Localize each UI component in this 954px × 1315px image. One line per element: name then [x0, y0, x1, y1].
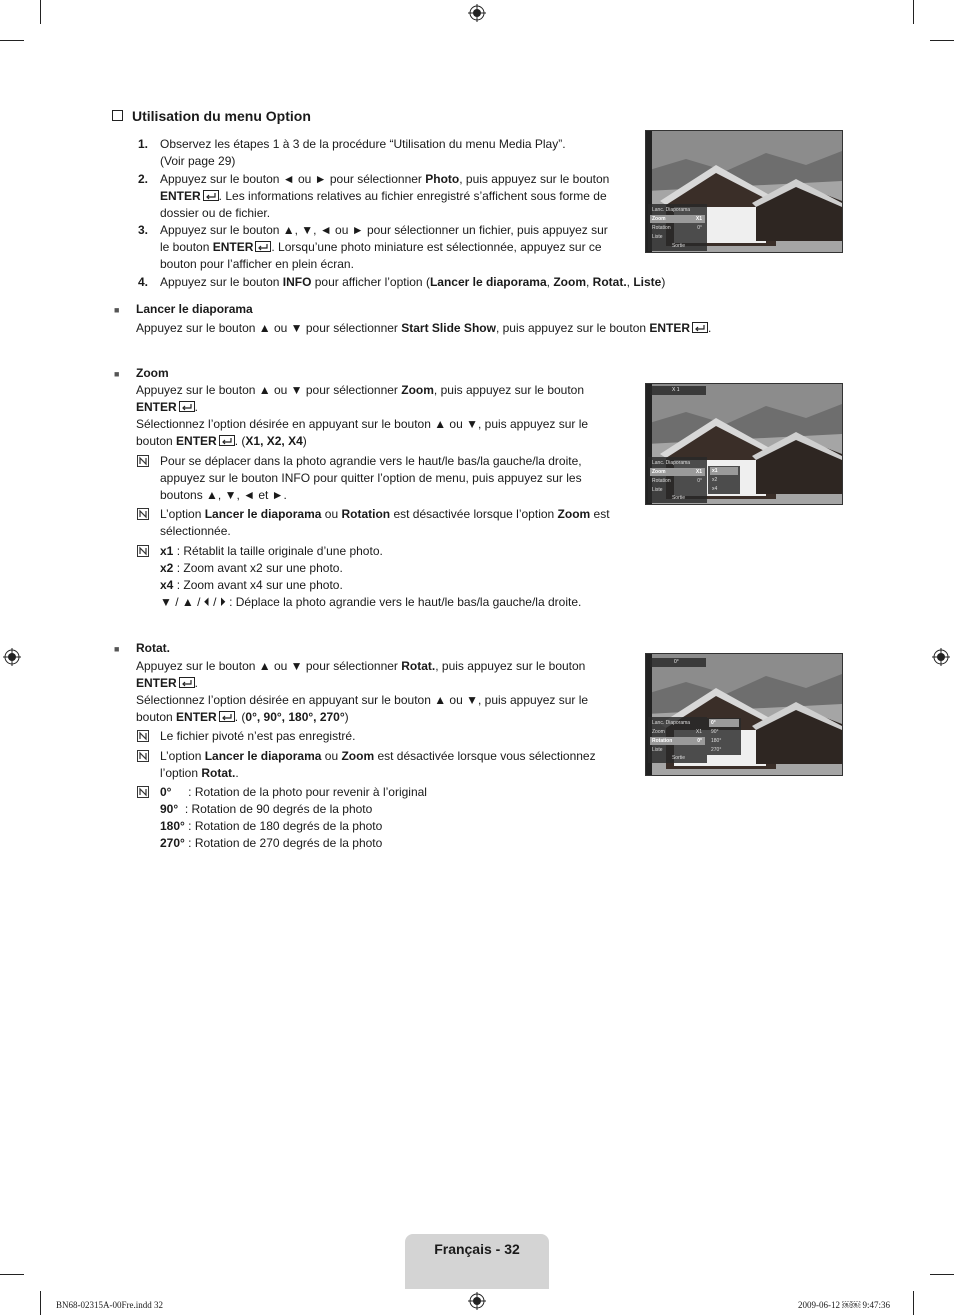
option-menu-item[interactable]: Zoom X1: [652, 729, 702, 735]
crop-mark: [913, 1291, 914, 1315]
file-slug: BN68-02315A-00Fre.indd 32: [56, 1300, 163, 1310]
exit-button[interactable]: Sortie: [671, 243, 686, 249]
crop-mark: [930, 40, 954, 41]
crop-mark: [913, 0, 914, 24]
option-menu-item[interactable]: Rotation 0°: [652, 225, 702, 231]
exit-button[interactable]: Sortie: [671, 755, 686, 761]
rotation-option[interactable]: 90°: [711, 729, 719, 735]
exit-button[interactable]: Sortie: [671, 495, 686, 501]
note-text: L’option Lancer le diaporama ou Zoom est désactivée lorsque vous sélectionnez l’option Rotat..: [160, 749, 596, 780]
note-icon: [137, 508, 149, 520]
photo-screenshot-rotate: [645, 653, 843, 776]
rotation-badge: 0°: [650, 658, 706, 667]
option-menu-item[interactable]: Liste: [652, 234, 663, 240]
subsection-text: Appuyez sur le bouton ▲ ou ▼ pour sélectionner Zoom, puis appuyez sur le bouton ENTER . Sélectionnez l’option désirée en appuyant sur le bouton ▲ ou ▼, puis appuyez sur le bouton ENTER . (X1, X2, X4): [136, 383, 589, 448]
enter-key-icon: [253, 240, 271, 254]
note-text: Le fichier pivoté n’est pas enregistré.: [160, 729, 356, 743]
subsection-title: Rotat.: [136, 641, 170, 655]
option-menu-item[interactable]: Liste: [652, 487, 663, 493]
option-menu-item[interactable]: Zoom X1: [650, 215, 705, 223]
registration-mark-icon: [468, 4, 486, 22]
note-text: 0° : Rotation de la photo pour revenir à l’original 90° : Rotation de 90 degrés de la photo 180° : Rotation de 180 degrés de la photo 270° : Rotation de 270 degrés de la photo: [160, 785, 427, 850]
enter-key-icon: [690, 321, 708, 335]
note-text: x1 : Rétablit la taille originale d’une photo. x2 : Zoom avant x2 sur une photo. x4 : Zoom avant x4 sur une photo. ▼ / ▲ / ⏴ / ⏵ : Déplace la photo agrandie vers le haut/le bas/la gauche/la droite.: [160, 544, 582, 609]
registration-mark-icon: [3, 648, 21, 666]
checkbox-bullet-icon: [112, 110, 123, 121]
enter-key-icon: [201, 189, 219, 203]
section-heading: Utilisation du menu Option: [112, 108, 311, 125]
option-menu-item[interactable]: Rotation 0°: [650, 737, 705, 745]
square-bullet-icon: ■: [114, 305, 120, 315]
step-text: Appuyez sur le bouton ◄ ou ► pour sélectionner Photo, puis appuyez sur le bouton ENTER . Les informations relatives au fichier enregistré s’affichent sous forme de dossier ou de fichier.: [160, 172, 610, 220]
subsection-text: Appuyez sur le bouton ▲ ou ▼ pour sélectionner Start Slide Show, puis appuyez sur le bouton ENTER .: [136, 321, 712, 335]
square-bullet-icon: ■: [114, 644, 120, 654]
note-icon: [137, 750, 149, 762]
crop-mark: [0, 40, 24, 41]
subsection-title: Lancer le diaporama: [136, 302, 253, 316]
step-text: Appuyez sur le bouton ▲, ▼, ◄ ou ► pour sélectionner un fichier, puis appuyez sur le bouton ENTER . Lorsqu’une photo miniature est sélectionnée, appuyez sur ce bouton pour l’afficher en plein écran.: [160, 223, 608, 271]
rotation-option[interactable]: 0°: [709, 719, 739, 727]
zoom-option[interactable]: x2: [712, 477, 718, 483]
crop-mark: [930, 1274, 954, 1275]
note-icon: [137, 730, 149, 742]
zoom-option[interactable]: x4: [712, 486, 718, 492]
note-icon: [137, 455, 149, 467]
zoom-submenu: [708, 466, 740, 494]
enter-key-icon: [177, 400, 195, 414]
page-number: Français - 32: [434, 1241, 520, 1257]
step-number: 1.: [138, 137, 149, 151]
date-slug: 2009-06-12 ￼￼ 9:47:36: [798, 1300, 890, 1310]
option-menu-item[interactable]: Liste: [652, 747, 663, 753]
note-text: Pour se déplacer dans la photo agrandie vers le haut/le bas/la gauche/la droite, appuyez sur le bouton INFO pour quitter l’option de menu, puis appuyez sur les boutons ▲, ▼, ◄ et ►.: [160, 454, 582, 502]
crop-mark: [0, 1274, 24, 1275]
zoom-option[interactable]: x1: [710, 467, 738, 475]
subsection-text: Appuyez sur le bouton ▲ ou ▼ pour sélectionner Rotat., puis appuyez sur le bouton ENTER . Sélectionnez l’option désirée en appuyant sur le bouton ▲ ou ▼, puis appuyez sur le bouton ENTER . (0°, 90°, 180°, 270°): [136, 659, 589, 724]
subsection-title: Zoom: [136, 366, 169, 380]
note-icon: [137, 545, 149, 557]
enter-key-icon: [217, 434, 235, 448]
option-menu-panel: [648, 204, 707, 251]
step-text: Appuyez sur le bouton INFO pour afficher l’option (Lancer le diaporama, Zoom, Rotat., Liste): [160, 275, 666, 289]
rotation-option[interactable]: 180°: [711, 738, 722, 744]
option-menu-item[interactable]: Lanc. Diaporama: [652, 720, 691, 726]
option-menu-item[interactable]: Rotation 0°: [652, 478, 702, 484]
crop-mark: [40, 1291, 41, 1315]
rotation-submenu: [707, 718, 741, 755]
option-menu-panel: [648, 457, 707, 503]
option-menu-item[interactable]: Lanc. Diaporama: [652, 460, 691, 466]
option-menu-panel: [648, 717, 707, 763]
step-number: 4.: [138, 275, 149, 289]
option-menu-item[interactable]: Lanc. Diaporama: [652, 207, 691, 213]
note-text: L’option Lancer le diaporama ou Rotation est désactivée lorsque l’option Zoom est sélectionnée.: [160, 507, 610, 538]
step-number: 2.: [138, 172, 149, 186]
rotation-option[interactable]: 270°: [711, 747, 722, 753]
note-icon: [137, 786, 149, 798]
enter-key-icon: [177, 676, 195, 690]
enter-key-icon: [217, 710, 235, 724]
square-bullet-icon: ■: [114, 369, 120, 379]
registration-mark-icon: [932, 648, 950, 666]
step-text: Observez les étapes 1 à 3 de la procédure “Utilisation du menu Media Play”. (Voir page 29): [160, 137, 566, 168]
registration-mark-icon: [468, 1292, 486, 1310]
photo-screenshot-option-menu: [645, 130, 843, 253]
crop-mark: [40, 0, 41, 24]
photo-screenshot-zoom: [645, 383, 843, 505]
step-number: 3.: [138, 223, 149, 237]
zoom-badge: X 1: [650, 386, 706, 395]
option-menu-item[interactable]: Zoom X1: [650, 468, 705, 476]
